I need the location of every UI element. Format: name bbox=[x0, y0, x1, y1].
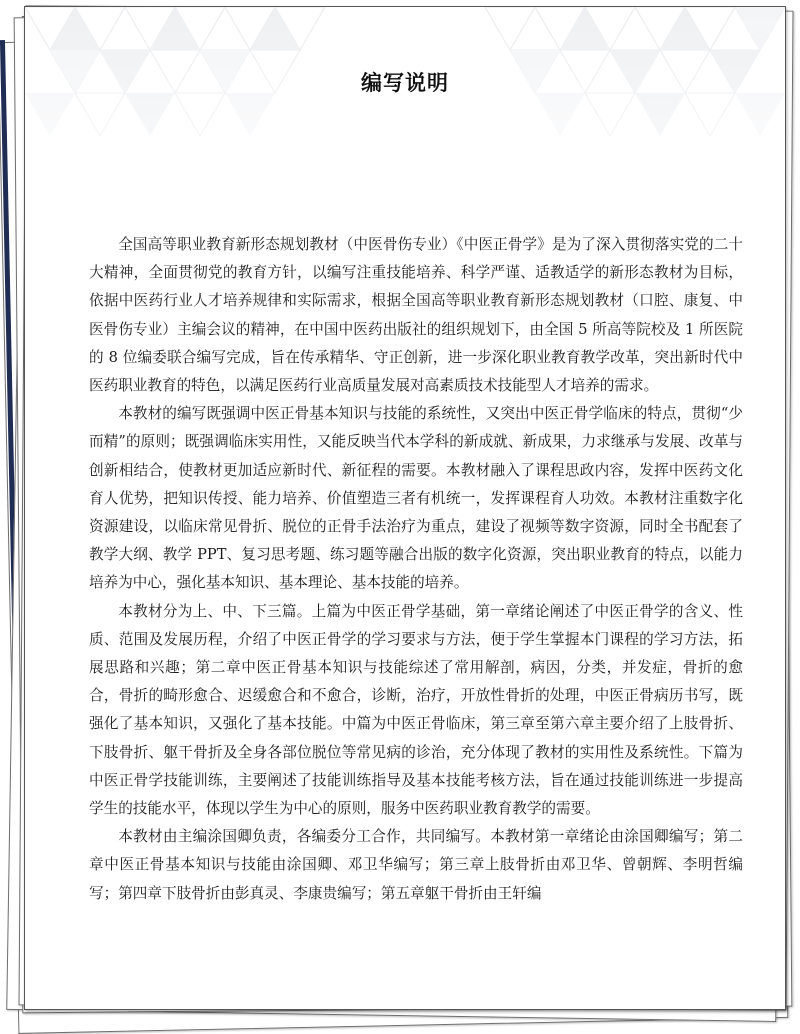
paragraph: 本教材的编写既强调中医正骨基本知识与技能的系统性，又突出中医正骨学临床的特点，贯彻“少而精”的原则；既强调临床实用性，又能反映当代本学科的新成就、新成果，力求继承与发展、改革与创新相结合，使教材更加适应新时代、新征程的需要。本教材融入了课程思政内容，发挥中医药文化育人优势，把知识传授、能力培养、价值塑造三者有机统一，发挥课程育人功效。本教材注重数字化资源建设，以临床常见骨折、脱位的正骨手法治疗为重点，建设了视频等数字资源，同时全书配套了教学大纲、教学 PPT、复习思考题、练习题等融合出版的数字化资源，突出职业教育的特点，以能力培养为中心，强化基本知识、基本理论、基本技能的培养。 bbox=[89, 405, 743, 592]
header-geometric-pattern bbox=[25, 7, 785, 207]
body-text bbox=[89, 231, 743, 908]
document-page bbox=[24, 6, 786, 1010]
paragraph: 全国高等职业教育新形态规划教材（中医骨伤专业）《中医正骨学》是为了深入贯彻落实党的二十大精神，全面贯彻党的教育方针，以编写注重技能培养、科学严谨、适教适学的新形态教材为目标，依据中医药行业人才培养规律和实际需求，根据全国高等职业教育新形态规划教材（口腔、康复、中医骨伤专业）主编会议的精神，在中国中医药出版社的组织规划下，由全国 5 所高等院校及 1 所医院的 8 位编委联合编写完成，旨在传承精华、守正创新，进一步深化职业教育教学改革，突出新时代中医药职业教育的特色，以满足医药行业高质量发展对高素质技术技能型人才培养的需求。 bbox=[89, 236, 743, 395]
page-title: 编写说明 bbox=[361, 71, 449, 95]
paragraph: 本教材由主编涂国卿负责，各编委分工合作，共同编写。本教材第一章绪论由涂国卿编写；第二章中医正骨基本知识与技能由涂国卿、邓卫华编写；第三章上肢骨折由邓卫华、曾朝辉、李明哲编写；第四章下肢骨折由彭真灵、李康贵编写；第五章躯干骨折由王轩编 bbox=[89, 828, 743, 902]
paragraph: 本教材分为上、中、下三篇。上篇为中医正骨学基础，第一章绪论阐述了中医正骨学的含义、性质、范围及发展历程，介绍了中医正骨学的学习要求与方法，便于学生掌握本门课程的学习方法，拓展思路和兴趣；第二章中医正骨基本知识与技能综述了常用解剖，病因，分类，并发症，骨折的愈合，骨折的畸形愈合、迟缓愈合和不愈合，诊断，治疗，开放性骨折的处理，中医正骨病历书写，既强化了基本知识，又强化了基本技能。中篇为中医正骨临床，第三章至第六章主要介绍了上肢骨折、下肢骨折、躯干骨折及全身各部位脱位等常见病的诊治，充分体现了教材的实用性及系统性。下篇为中医正骨学技能训练，主要阐述了技能训练指导及基本技能考核方法，旨在通过技能训练进一步提高学生的技能水平，体现以学生为中心的原则，服务中医药职业教育教学的需要。 bbox=[89, 602, 743, 818]
